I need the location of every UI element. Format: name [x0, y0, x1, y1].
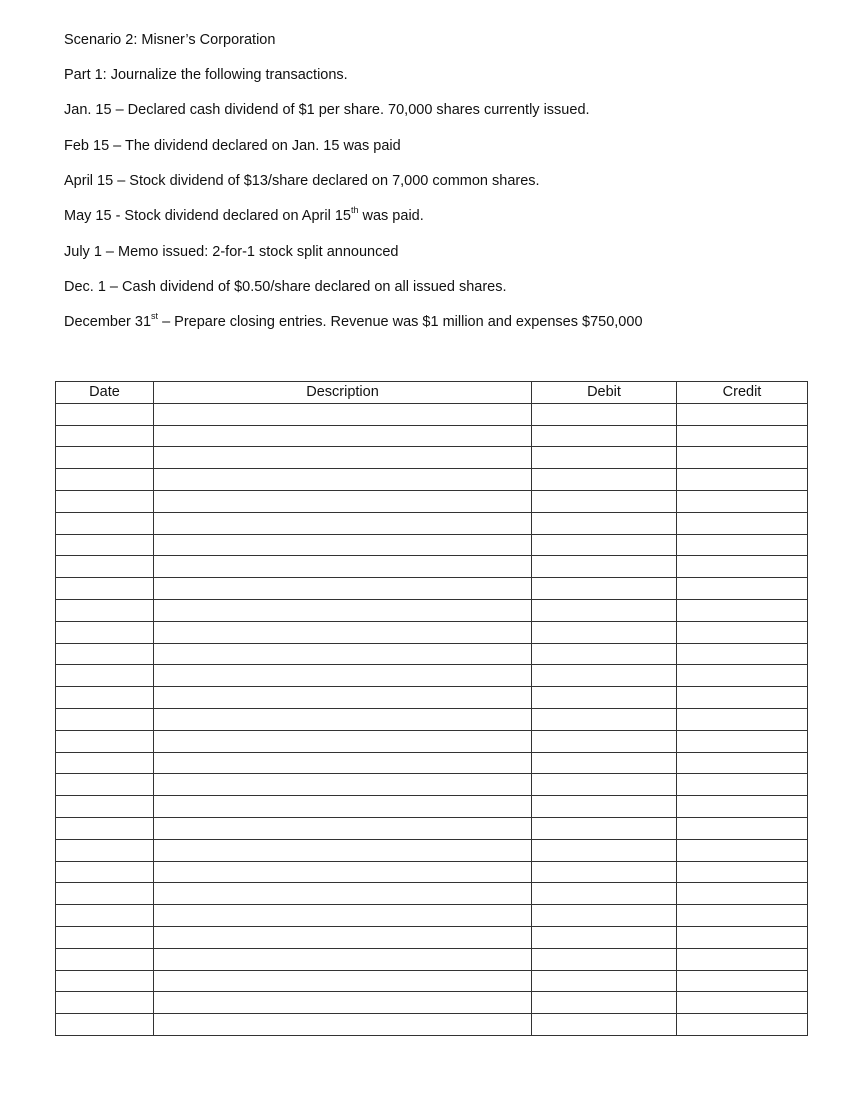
date-cell[interactable]: [56, 556, 154, 578]
credit-cell[interactable]: [677, 883, 808, 905]
debit-cell[interactable]: [532, 512, 677, 534]
credit-cell[interactable]: [677, 730, 808, 752]
date-cell[interactable]: [56, 992, 154, 1014]
table-row: [56, 926, 808, 948]
description-cell[interactable]: [154, 774, 532, 796]
table-row: [56, 643, 808, 665]
date-cell[interactable]: [56, 512, 154, 534]
table-row: [56, 1014, 808, 1036]
credit-cell[interactable]: [677, 665, 808, 687]
journal-header-row: [56, 382, 808, 404]
date-cell[interactable]: [56, 425, 154, 447]
credit-cell[interactable]: [677, 403, 808, 425]
date-cell[interactable]: [56, 752, 154, 774]
table-row: [56, 490, 808, 512]
date-cell[interactable]: [56, 403, 154, 425]
table-row: [56, 796, 808, 818]
description-cell[interactable]: [154, 578, 532, 600]
debit-cell[interactable]: [532, 730, 677, 752]
debit-cell[interactable]: [532, 621, 677, 643]
date-column-header: Date: [56, 382, 154, 404]
transaction-item: April 15 – Stock dividend of $13/share declared on 7,000 common shares.: [64, 173, 540, 189]
date-cell[interactable]: [56, 643, 154, 665]
credit-cell[interactable]: [677, 556, 808, 578]
credit-cell[interactable]: [677, 861, 808, 883]
description-cell[interactable]: [154, 992, 532, 1014]
table-row: [56, 970, 808, 992]
credit-cell[interactable]: [677, 643, 808, 665]
date-cell[interactable]: [56, 774, 154, 796]
debit-cell[interactable]: [532, 469, 677, 491]
table-row: [56, 992, 808, 1014]
date-cell[interactable]: [56, 469, 154, 491]
table-row: [56, 708, 808, 730]
description-cell[interactable]: [154, 469, 532, 491]
debit-cell[interactable]: [532, 926, 677, 948]
table-row: [56, 447, 808, 469]
transaction-item: [64, 313, 643, 331]
table-row: [56, 599, 808, 621]
table-row: [56, 861, 808, 883]
part-heading: Part 1: Journalize the following transactions.: [64, 67, 348, 83]
debit-cell[interactable]: [532, 447, 677, 469]
debit-cell[interactable]: [532, 839, 677, 861]
debit-cell[interactable]: [532, 752, 677, 774]
description-cell[interactable]: [154, 905, 532, 927]
credit-cell[interactable]: [677, 687, 808, 709]
date-cell[interactable]: [56, 708, 154, 730]
debit-cell[interactable]: [532, 556, 677, 578]
table-row: [56, 512, 808, 534]
debit-cell[interactable]: [532, 970, 677, 992]
debit-cell[interactable]: [532, 599, 677, 621]
date-cell[interactable]: [56, 534, 154, 556]
date-cell[interactable]: [56, 817, 154, 839]
journal-table: [55, 381, 808, 1036]
date-cell[interactable]: [56, 1014, 154, 1036]
debit-cell[interactable]: [532, 643, 677, 665]
date-cell[interactable]: [56, 621, 154, 643]
credit-cell[interactable]: [677, 708, 808, 730]
credit-cell[interactable]: [677, 752, 808, 774]
date-cell[interactable]: [56, 883, 154, 905]
description-column-header: Description: [154, 382, 532, 404]
debit-cell[interactable]: [532, 796, 677, 818]
description-cell[interactable]: [154, 1014, 532, 1036]
credit-cell[interactable]: [677, 578, 808, 600]
date-cell[interactable]: [56, 796, 154, 818]
description-cell[interactable]: [154, 447, 532, 469]
transaction-item: Dec. 1 – Cash dividend of $0.50/share declared on all issued shares.: [64, 279, 507, 295]
credit-cell[interactable]: [677, 926, 808, 948]
credit-cell[interactable]: [677, 1014, 808, 1036]
description-cell[interactable]: [154, 817, 532, 839]
credit-cell[interactable]: [677, 905, 808, 927]
credit-cell[interactable]: [677, 534, 808, 556]
date-cell[interactable]: [56, 905, 154, 927]
description-cell[interactable]: [154, 883, 532, 905]
date-cell[interactable]: [56, 839, 154, 861]
table-row: [56, 948, 808, 970]
debit-cell[interactable]: [532, 403, 677, 425]
credit-cell[interactable]: [677, 425, 808, 447]
credit-cell[interactable]: [677, 490, 808, 512]
description-cell[interactable]: [154, 425, 532, 447]
credit-cell[interactable]: [677, 774, 808, 796]
table-row: [56, 621, 808, 643]
description-cell[interactable]: [154, 643, 532, 665]
credit-cell[interactable]: [677, 469, 808, 491]
credit-cell[interactable]: [677, 948, 808, 970]
date-cell[interactable]: [56, 948, 154, 970]
description-cell[interactable]: [154, 665, 532, 687]
credit-cell[interactable]: [677, 817, 808, 839]
table-row: [56, 425, 808, 447]
date-cell[interactable]: [56, 578, 154, 600]
debit-cell[interactable]: [532, 425, 677, 447]
table-row: [56, 578, 808, 600]
date-cell[interactable]: [56, 599, 154, 621]
date-cell[interactable]: [56, 970, 154, 992]
date-cell[interactable]: [56, 926, 154, 948]
ordinal-suffix: th: [350, 205, 359, 216]
date-cell[interactable]: [56, 665, 154, 687]
table-row: [56, 403, 808, 425]
transaction-text: – Prepare closing entries. Revenue was $1 million and expenses $750,000: [158, 314, 643, 330]
date-cell[interactable]: [56, 861, 154, 883]
description-cell[interactable]: [154, 796, 532, 818]
description-cell[interactable]: [154, 708, 532, 730]
transaction-item: Jan. 15 – Declared cash dividend of $1 per share. 70,000 shares currently issued.: [64, 102, 590, 118]
description-cell[interactable]: [154, 403, 532, 425]
credit-column-header: Credit: [677, 382, 808, 404]
debit-cell[interactable]: [532, 883, 677, 905]
table-row: [56, 905, 808, 927]
debit-column-header: Debit: [532, 382, 677, 404]
credit-cell[interactable]: [677, 970, 808, 992]
description-cell[interactable]: [154, 752, 532, 774]
date-cell[interactable]: [56, 447, 154, 469]
table-row: [56, 665, 808, 687]
debit-cell[interactable]: [532, 534, 677, 556]
description-cell[interactable]: [154, 534, 532, 556]
transaction-text: December 31: [64, 314, 152, 330]
credit-cell[interactable]: [677, 447, 808, 469]
description-cell[interactable]: [154, 926, 532, 948]
credit-cell[interactable]: [677, 796, 808, 818]
description-cell[interactable]: [154, 730, 532, 752]
transaction-item: July 1 – Memo issued: 2-for-1 stock split announced: [64, 244, 399, 260]
debit-cell[interactable]: [532, 774, 677, 796]
scenario-title: Scenario 2: Misner’s Corporation: [64, 32, 276, 48]
table-row: [56, 774, 808, 796]
table-row: [56, 687, 808, 709]
debit-cell[interactable]: [532, 708, 677, 730]
description-cell[interactable]: [154, 621, 532, 643]
table-row: [56, 752, 808, 774]
table-row: [56, 469, 808, 491]
date-cell[interactable]: [56, 730, 154, 752]
table-row: [56, 839, 808, 861]
table-row: [56, 817, 808, 839]
description-cell[interactable]: [154, 512, 532, 534]
credit-cell[interactable]: [677, 512, 808, 534]
debit-cell[interactable]: [532, 992, 677, 1014]
ordinal-suffix: st: [151, 311, 159, 322]
description-cell[interactable]: [154, 599, 532, 621]
description-cell[interactable]: [154, 839, 532, 861]
debit-cell[interactable]: [532, 861, 677, 883]
description-cell[interactable]: [154, 687, 532, 709]
date-cell[interactable]: [56, 490, 154, 512]
debit-cell[interactable]: [532, 665, 677, 687]
journal-body: [56, 403, 808, 1035]
debit-cell[interactable]: [532, 1014, 677, 1036]
description-cell[interactable]: [154, 970, 532, 992]
transaction-text: May 15 - Stock dividend declared on April 15: [64, 208, 351, 224]
debit-cell[interactable]: [532, 490, 677, 512]
debit-cell[interactable]: [532, 578, 677, 600]
debit-cell[interactable]: [532, 687, 677, 709]
date-cell[interactable]: [56, 687, 154, 709]
description-cell[interactable]: [154, 948, 532, 970]
debit-cell[interactable]: [532, 948, 677, 970]
table-row: [56, 556, 808, 578]
debit-cell[interactable]: [532, 817, 677, 839]
table-row: [56, 883, 808, 905]
credit-cell[interactable]: [677, 839, 808, 861]
description-cell[interactable]: [154, 556, 532, 578]
credit-cell[interactable]: [677, 992, 808, 1014]
table-row: [56, 730, 808, 752]
credit-cell[interactable]: [677, 599, 808, 621]
transaction-item: Feb 15 – The dividend declared on Jan. 15 was paid: [64, 138, 401, 154]
description-cell[interactable]: [154, 490, 532, 512]
transaction-text: was paid.: [358, 208, 424, 224]
debit-cell[interactable]: [532, 905, 677, 927]
table-row: [56, 534, 808, 556]
description-cell[interactable]: [154, 861, 532, 883]
transaction-item: [64, 207, 424, 225]
credit-cell[interactable]: [677, 621, 808, 643]
